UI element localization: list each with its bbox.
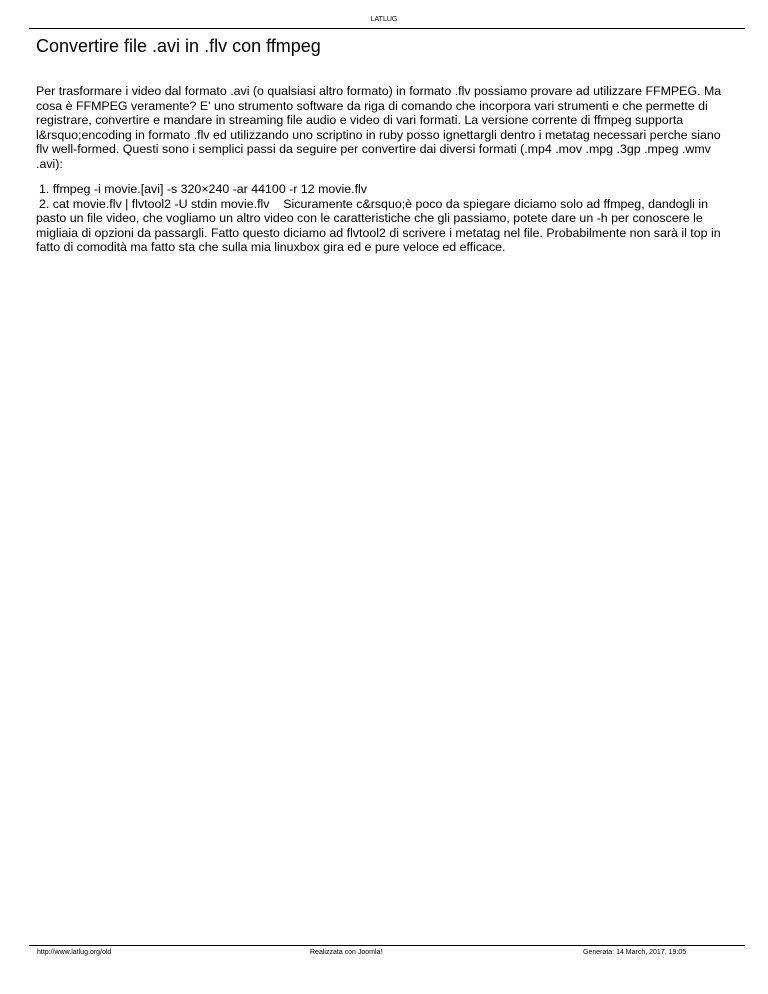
step-command: ffmpeg -i movie.[avi] -s 320×240 -ar 44100 -r 12 movie.flv [52,182,367,196]
step-number: 1. [39,182,50,196]
footer-url-link[interactable]: http://www.latlug.org/old [37,949,112,956]
step-number: 2. [39,196,50,211]
article-title: Convertire file .avi in .flv con ffmpeg [36,36,321,56]
step-2 [36,197,269,211]
header-divider [29,28,745,29]
article-closing: Sicuramente c&rsquo;è poco da spiegare diciamo solo ad ffmpeg, dandogli in pasto un file video, che vogliamo un altro video con le caratteristiche che gli passiamo, potete dare un -h per conoscere le migliaia di opzioni da passargli. Fatto questo diciamo ad flvtool2 di scrivere i metatag nel file. Probabilmente non sarà il top in fatto di comodità ma fatto sta che sulla mia linuxbox gira ed e pure veloce ed efficace. [36,196,721,255]
article-intro: Per trasformare i video dal formato .avi (o qualsiasi altro formato) in formato .flv possiamo provare ad utilizzare FFMPEG. Ma cosa è FFMPEG veramente? E' uno strumento software da riga di comando che incorpora vari strumenti e che permette di registrare, convertire e mandare in streaming file audio e video di vari formati. La versione corrente di ffmpeg supporta l&rsquo;encoding in formato .flv ed utilizzando uno scriptino in ruby posso ignettargli dentro i metatag necessari perche siano flv well-formed. Questi sono i semplici passi da seguire per convertire dai diversi formati (.mp4 .mov .mpg .3gp .mpeg .wmv .avi): [36,84,722,171]
step-command: cat movie.flv | flvtool2 -U stdin movie.flv [52,196,270,211]
footer-powered-by: Realizzata con Joomla! [310,949,383,956]
step-1 [36,182,736,197]
footer-divider [29,945,745,946]
footer-generated-date: Generata: 14 March, 2017, 19:05 [583,949,687,956]
steps-block [36,182,736,255]
site-header: LATLUG [370,16,398,23]
